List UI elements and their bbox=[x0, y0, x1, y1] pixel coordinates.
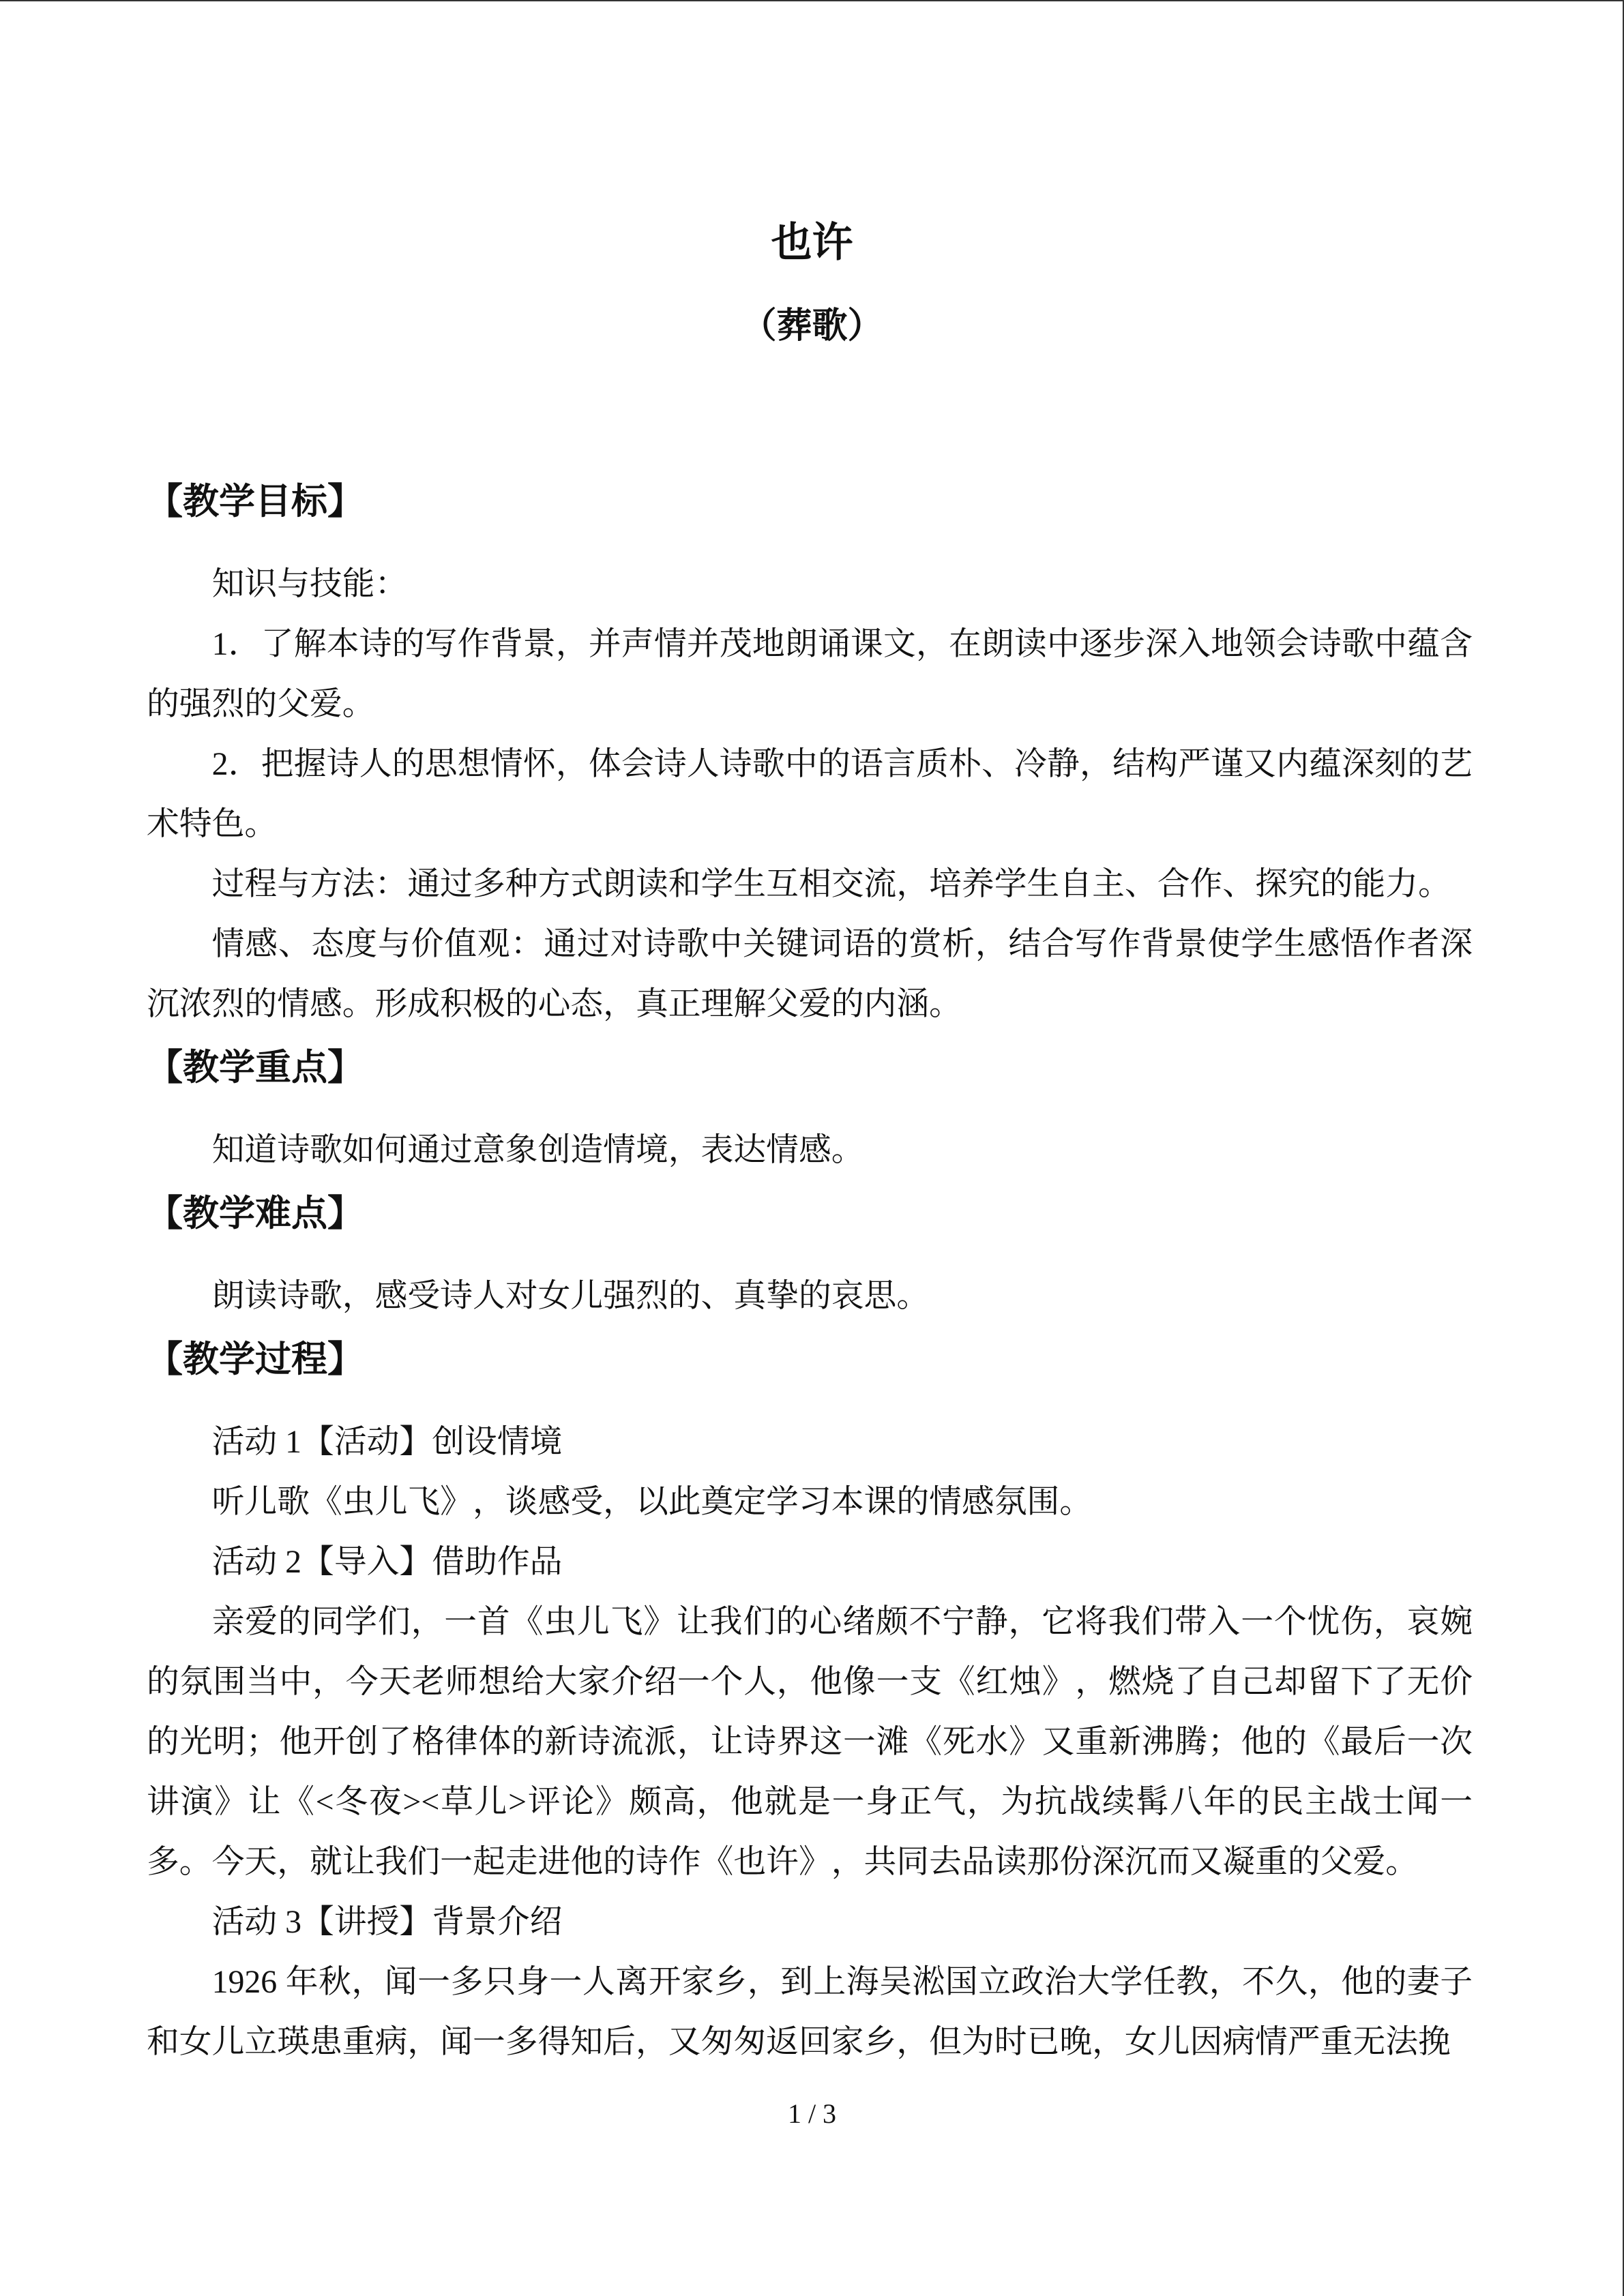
document-title: 也许 bbox=[771, 220, 853, 265]
paragraph: 情感、态度与价值观：通过对诗歌中关键词语的赏析，结合写作背景使学生感悟作者深沉浓烈的情感。形成积极的心态，真正理解父爱的内涵。 bbox=[147, 926, 1473, 1022]
activity-title: 活动 2【导入】借助作品 bbox=[211, 1544, 563, 1580]
section-heading: 【教学目标】 bbox=[147, 482, 364, 522]
paragraph: 听儿歌《虫儿飞》，谈感受，以此奠定学习本课的情感氛围。 bbox=[211, 1484, 1093, 1520]
paragraph: 1926 年秋，闻一多只身一人离开家乡，到上海吴淞国立政治大学任教，不久，他的妻子和女儿立瑛患重病，闻一多得知后，又匆匆返回家乡，但为时已晚，女儿因病情严重无法挽 bbox=[147, 1964, 1473, 2060]
paragraph: 知道诗歌如何通过意象创造情境，表达情感。 bbox=[211, 1132, 864, 1168]
paragraph: 2．把握诗人的思想情怀，体会诗人诗歌中的语言质朴、冷静，结构严谨又内蕴深刻的艺术特色。 bbox=[147, 746, 1473, 842]
paragraph: 知识与技能： bbox=[211, 566, 408, 602]
section-heading: 【教学难点】 bbox=[147, 1194, 364, 1234]
paragraph: 1．了解本诗的写作背景，并声情并茂地朗诵课文，在朗读中逐步深入地领会诗歌中蕴含的强烈的父爱。 bbox=[147, 626, 1473, 722]
paragraph: 过程与方法：通过多种方式朗读和学生互相交流，培养学生自主、合作、探究的能力。 bbox=[211, 866, 1451, 902]
section-teaching-difficulty bbox=[147, 1187, 1473, 1326]
section-teaching-objectives bbox=[147, 475, 1473, 1034]
section-teaching-process bbox=[147, 1332, 1473, 2072]
activity-title: 活动 1【活动】创设情境 bbox=[211, 1424, 563, 1460]
section-heading: 【教学重点】 bbox=[147, 1048, 364, 1088]
document-subtitle: （葬歌） bbox=[741, 307, 883, 346]
activity-title: 活动 3【讲授】背景介绍 bbox=[211, 1904, 563, 1940]
paragraph: 朗读诗歌，感受诗人对女儿强烈的、真挚的哀思。 bbox=[211, 1278, 930, 1314]
section-heading: 【教学过程】 bbox=[147, 1340, 364, 1380]
page-number: 1 / 3 bbox=[787, 2098, 837, 2129]
paragraph: 亲爱的同学们，一首《虫儿飞》让我们的心绪颇不宁静，它将我们带入一个忧伤，哀婉的氛围当中，今天老师想给大家介绍一个人，他像一支《红烛》，燃烧了自己却留下了无价的光明；他开创了格律体的新诗流派，让诗界这一滩《死水》又重新沸腾；他的《最后一次讲演》让《<冬夜><草儿>评论》颇高，他就是一身正气，为抗战续髯八年的民主战士闻一多。今天，就让我们一起走进他的诗作《也许》，共同去品读那份深沉而又凝重的父爱。 bbox=[147, 1604, 1473, 1880]
section-teaching-focus bbox=[147, 1041, 1473, 1180]
document-body bbox=[147, 475, 1473, 2072]
